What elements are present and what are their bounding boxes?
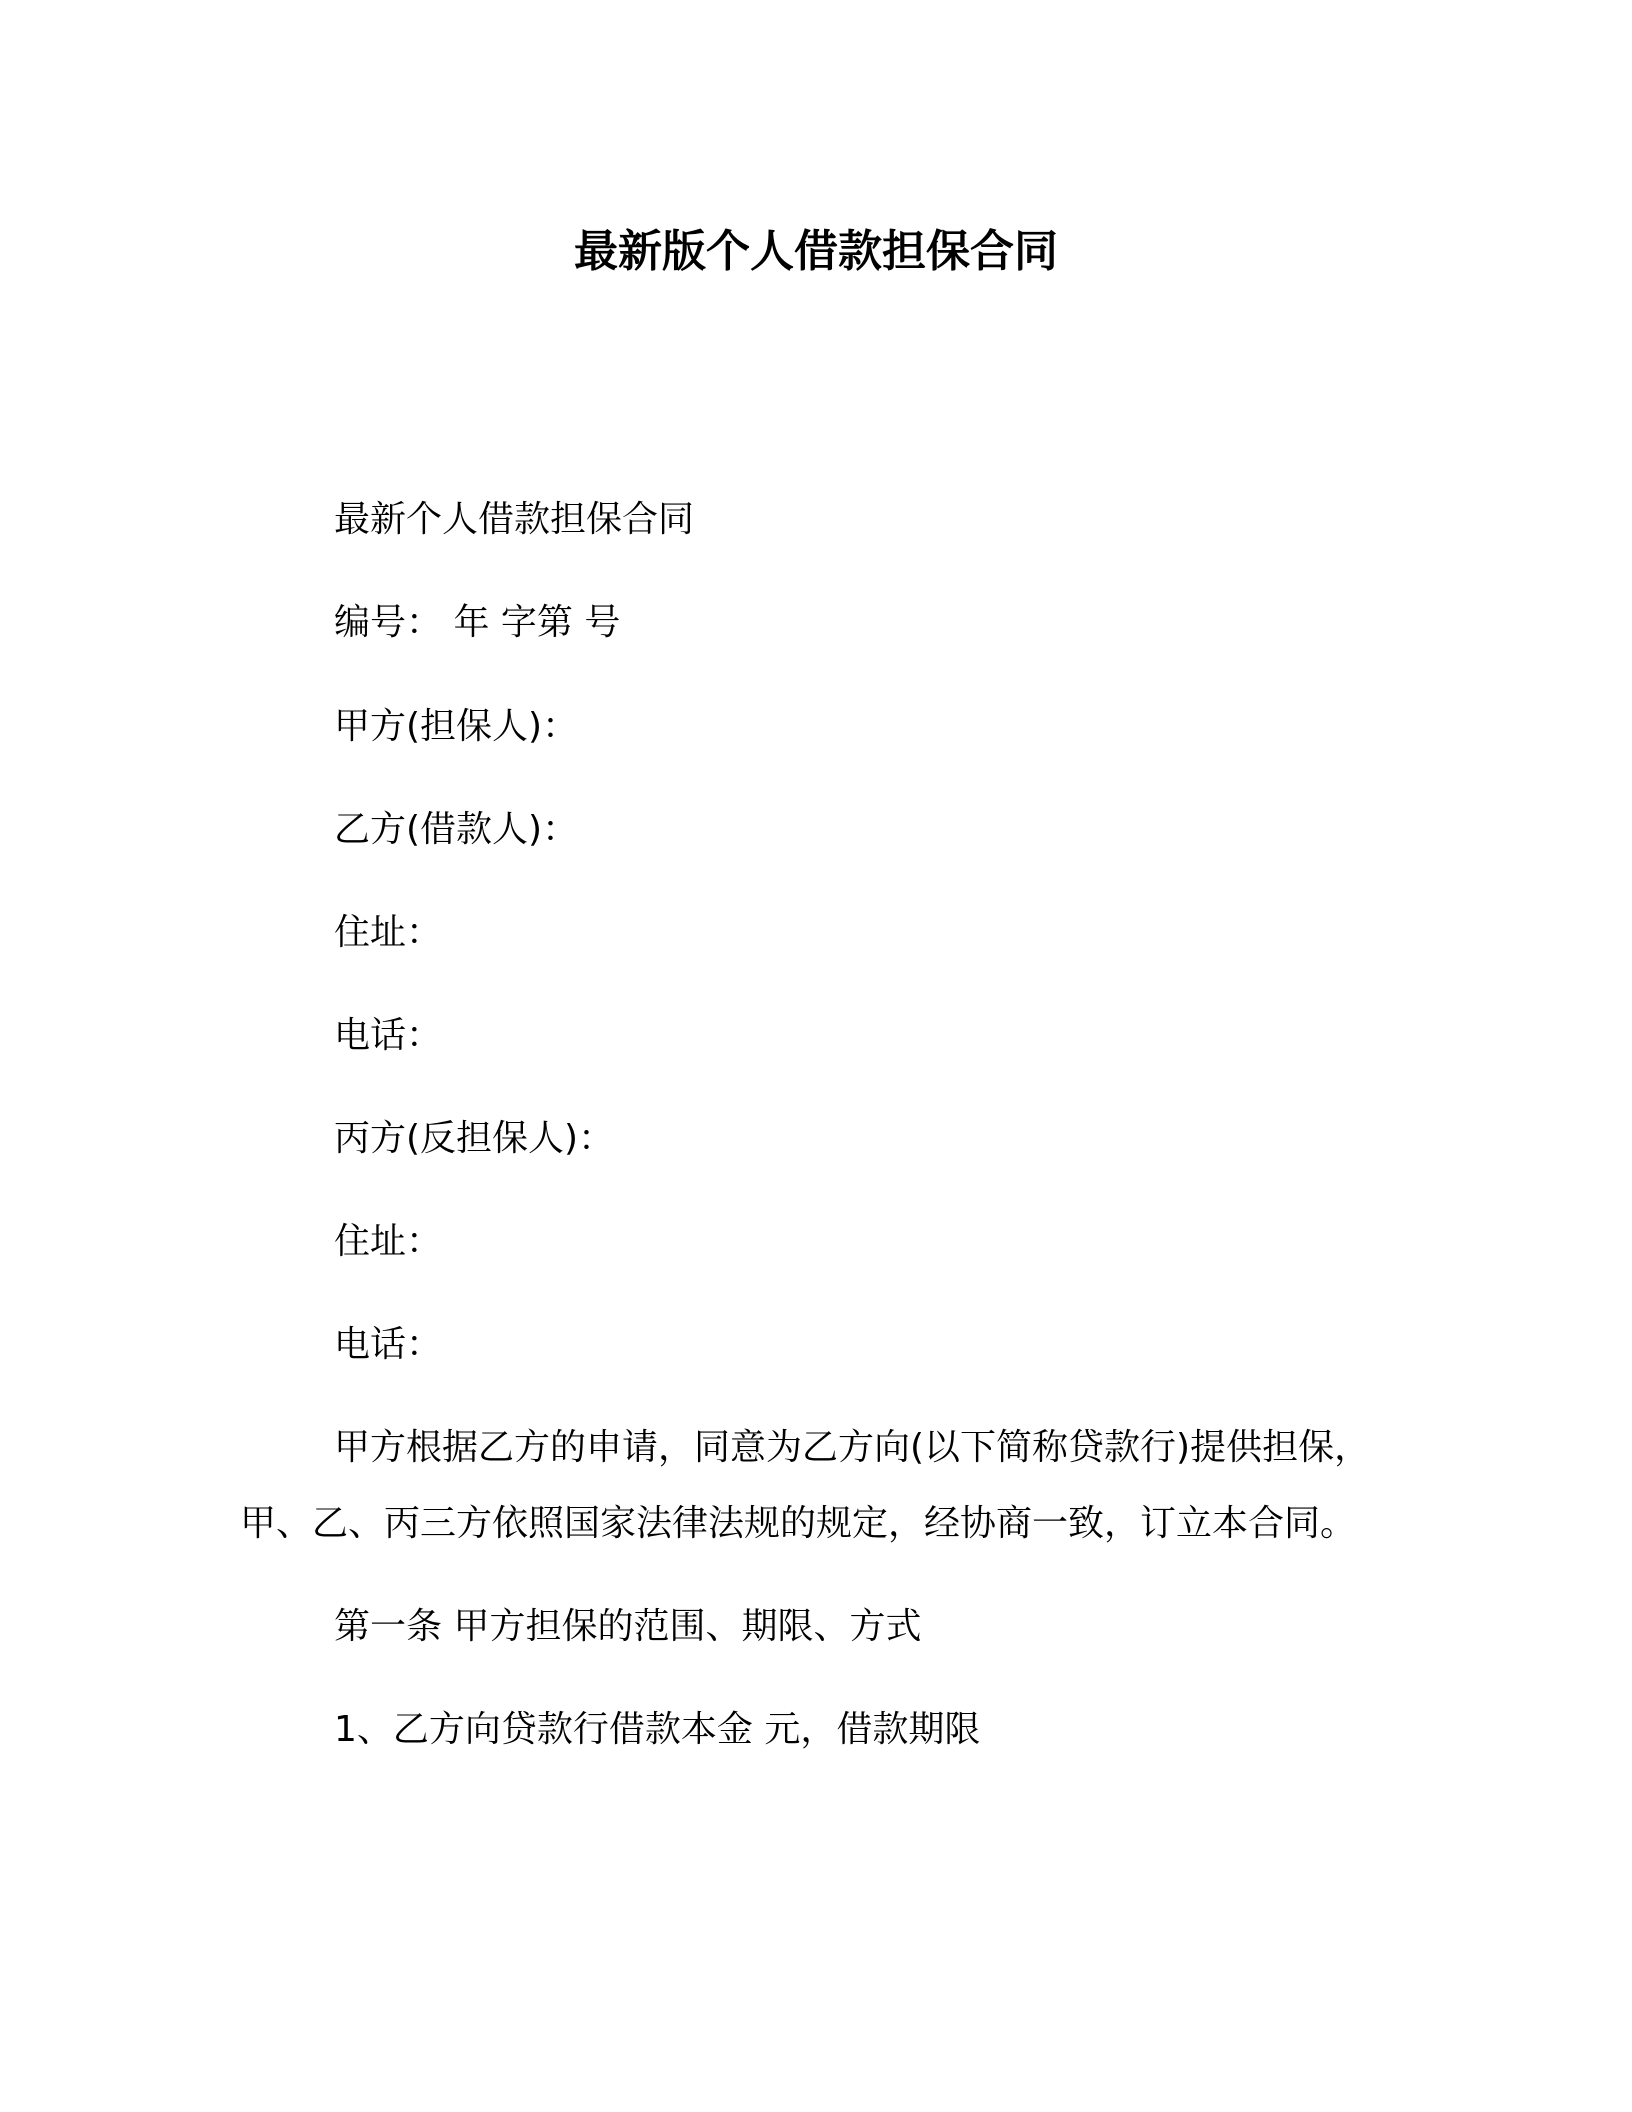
contract-subtitle: 最新个人借款担保合同 [334,499,695,540]
clause-1-text: 1、乙方向贷款行借款本金 元，借款期限 [334,1709,981,1750]
party-b-address-line: 住址： [334,912,443,953]
party-c-address-line: 住址： [334,1221,443,1262]
agreement-paragraph-line-1: 甲方根据乙方的申请，同意为乙方向(以下简称贷款行)提供担保， [334,1427,1371,1468]
party-b-phone-line: 电话： [334,1015,443,1056]
agreement-paragraph-line-2: 甲、乙、丙三方依照国家法律法规的规定，经协商一致，订立本合同。 [240,1503,1357,1544]
document-title: 最新版个人借款担保合同 [574,226,1058,277]
party-a-guarantor-line: 甲方(担保人)： [334,706,579,747]
party-c-phone-line: 电话： [334,1324,443,1365]
article-1-heading: 第一条 甲方担保的范围、期限、方式 [334,1606,922,1647]
party-b-borrower-line: 乙方(借款人)： [334,809,579,850]
contract-number-line: 编号： 年 字第 号 [334,602,621,643]
party-c-counter-guarantor-line: 丙方(反担保人)： [334,1118,615,1159]
